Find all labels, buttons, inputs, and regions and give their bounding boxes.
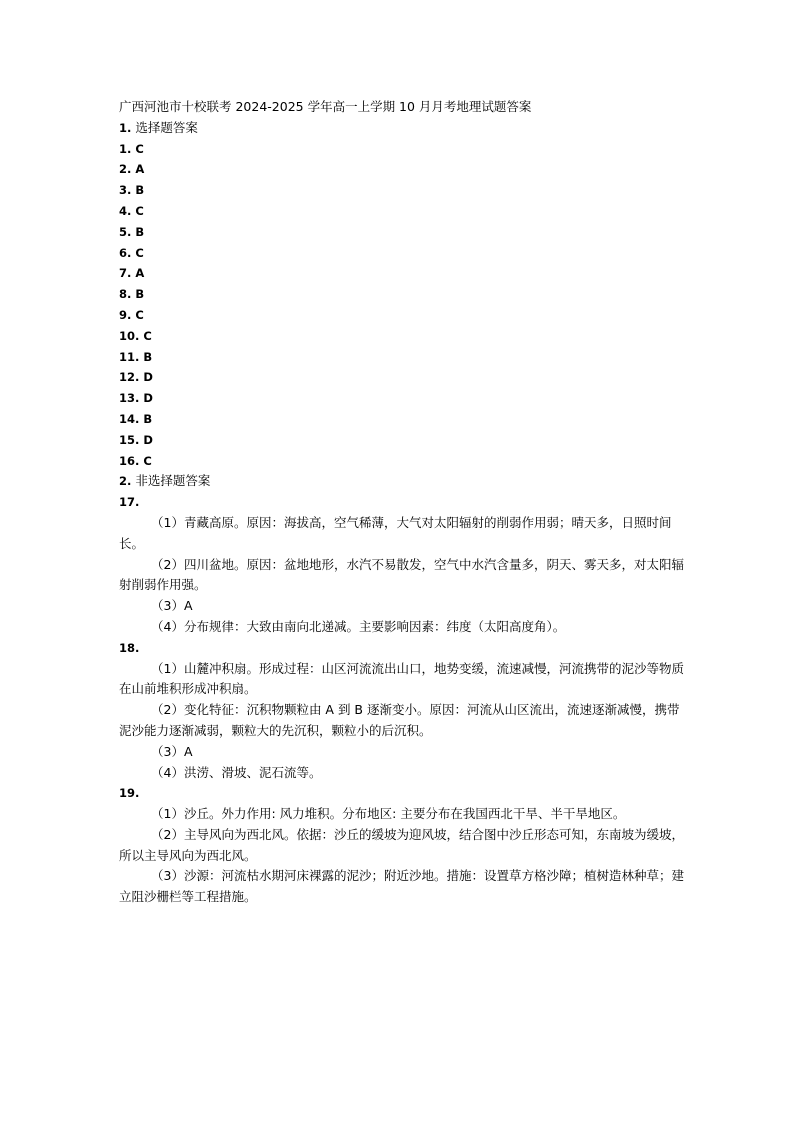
question-19-answer-3: （3）沙源：河流枯水期河床裸露的泥沙；附近沙地。措施：设置草方格沙障；植树造林种草；建立阻沙栅栏等工程措施。: [119, 868, 684, 905]
question-17-number: 17.: [119, 495, 140, 510]
choice-answer: 8. B: [119, 287, 145, 302]
choice-answer: 6. C: [119, 245, 144, 260]
choice-answer: 15. D: [119, 432, 153, 447]
question-19-answer-1: （1）沙丘。外力作用: 风力堆积。分布地区: 主要分布在我国西北干旱、半干旱地区。: [151, 806, 626, 822]
question-17-answer-1: （1）青藏高原。原因：海拔高，空气稀薄，大气对太阳辐射的削弱作用弱；晴天多，日照时间长。: [119, 514, 672, 551]
choice-answer: 1. C: [119, 141, 144, 156]
choice-answer: 11. B: [119, 349, 153, 364]
choice-answer: 16. C: [119, 453, 152, 468]
choice-answer: 7. A: [119, 266, 145, 281]
section-1-label: 选择题答案: [135, 119, 198, 135]
choice-answer: 12. D: [119, 370, 153, 385]
document-title: 广西河池市十校联考 2024-2025 学年高一上学期 10 月月考地理试题答案: [119, 99, 532, 114]
question-19-answer-2: （2）主导风向为西北风。依据：沙丘的缓坡为迎风坡，结合图中沙丘形态可知，东南坡为缓坡，所以主导风向为西北风。: [119, 826, 684, 863]
choice-answer: 2. A: [119, 162, 145, 177]
choice-answer: 4. C: [119, 203, 144, 218]
section-1-number: 1.: [119, 120, 132, 135]
section-1-heading: [119, 118, 685, 139]
choice-answer: 9. C: [119, 307, 144, 322]
choice-answer: 14. B: [119, 411, 153, 426]
section-2-number: 2.: [119, 474, 132, 489]
choice-answer: 10. C: [119, 328, 152, 343]
question-19-number: 19.: [119, 786, 140, 801]
question-17-answer-2: （2）四川盆地。原因：盆地地形，水汽不易散发，空气中水汽含量多，阴天、雾天多，对太阳辐射削弱作用强。: [119, 556, 684, 593]
question-18-answer-4: （4）洪涝、滑坡、泥石流等。: [151, 764, 322, 780]
question-18-answer-1: （1）山麓冲积扇。形成过程：山区河流流出山口，地势变缓，流速减慢，河流携带的泥沙等物质在山前堆积形成冲积扇。: [119, 660, 684, 697]
question-17-answer-4: （4）分布规律：大致由南向北递减。主要影响因素：纬度（太阳高度角）。: [151, 618, 566, 634]
choice-answer: 13. D: [119, 391, 153, 406]
section-2-label: 非选择题答案: [135, 473, 211, 489]
choice-answer-list: [119, 139, 685, 472]
question-18-answer-3: （3）A: [151, 743, 193, 759]
choice-answer: 5. B: [119, 224, 145, 239]
question-17-answer-3: （3）A: [151, 598, 193, 614]
section-2-heading: [119, 471, 685, 492]
question-18-number: 18.: [119, 640, 140, 655]
document-page: [119, 97, 685, 908]
question-18-answer-2: （2）变化特征：沉积物颗粒由 A 到 B 逐渐变小。原因：河流从山区流出，流速逐渐减慢，携带泥沙能力逐渐减弱，颗粒大的先沉积，颗粒小的后沉积。: [119, 702, 680, 738]
choice-answer: 3. B: [119, 183, 145, 198]
